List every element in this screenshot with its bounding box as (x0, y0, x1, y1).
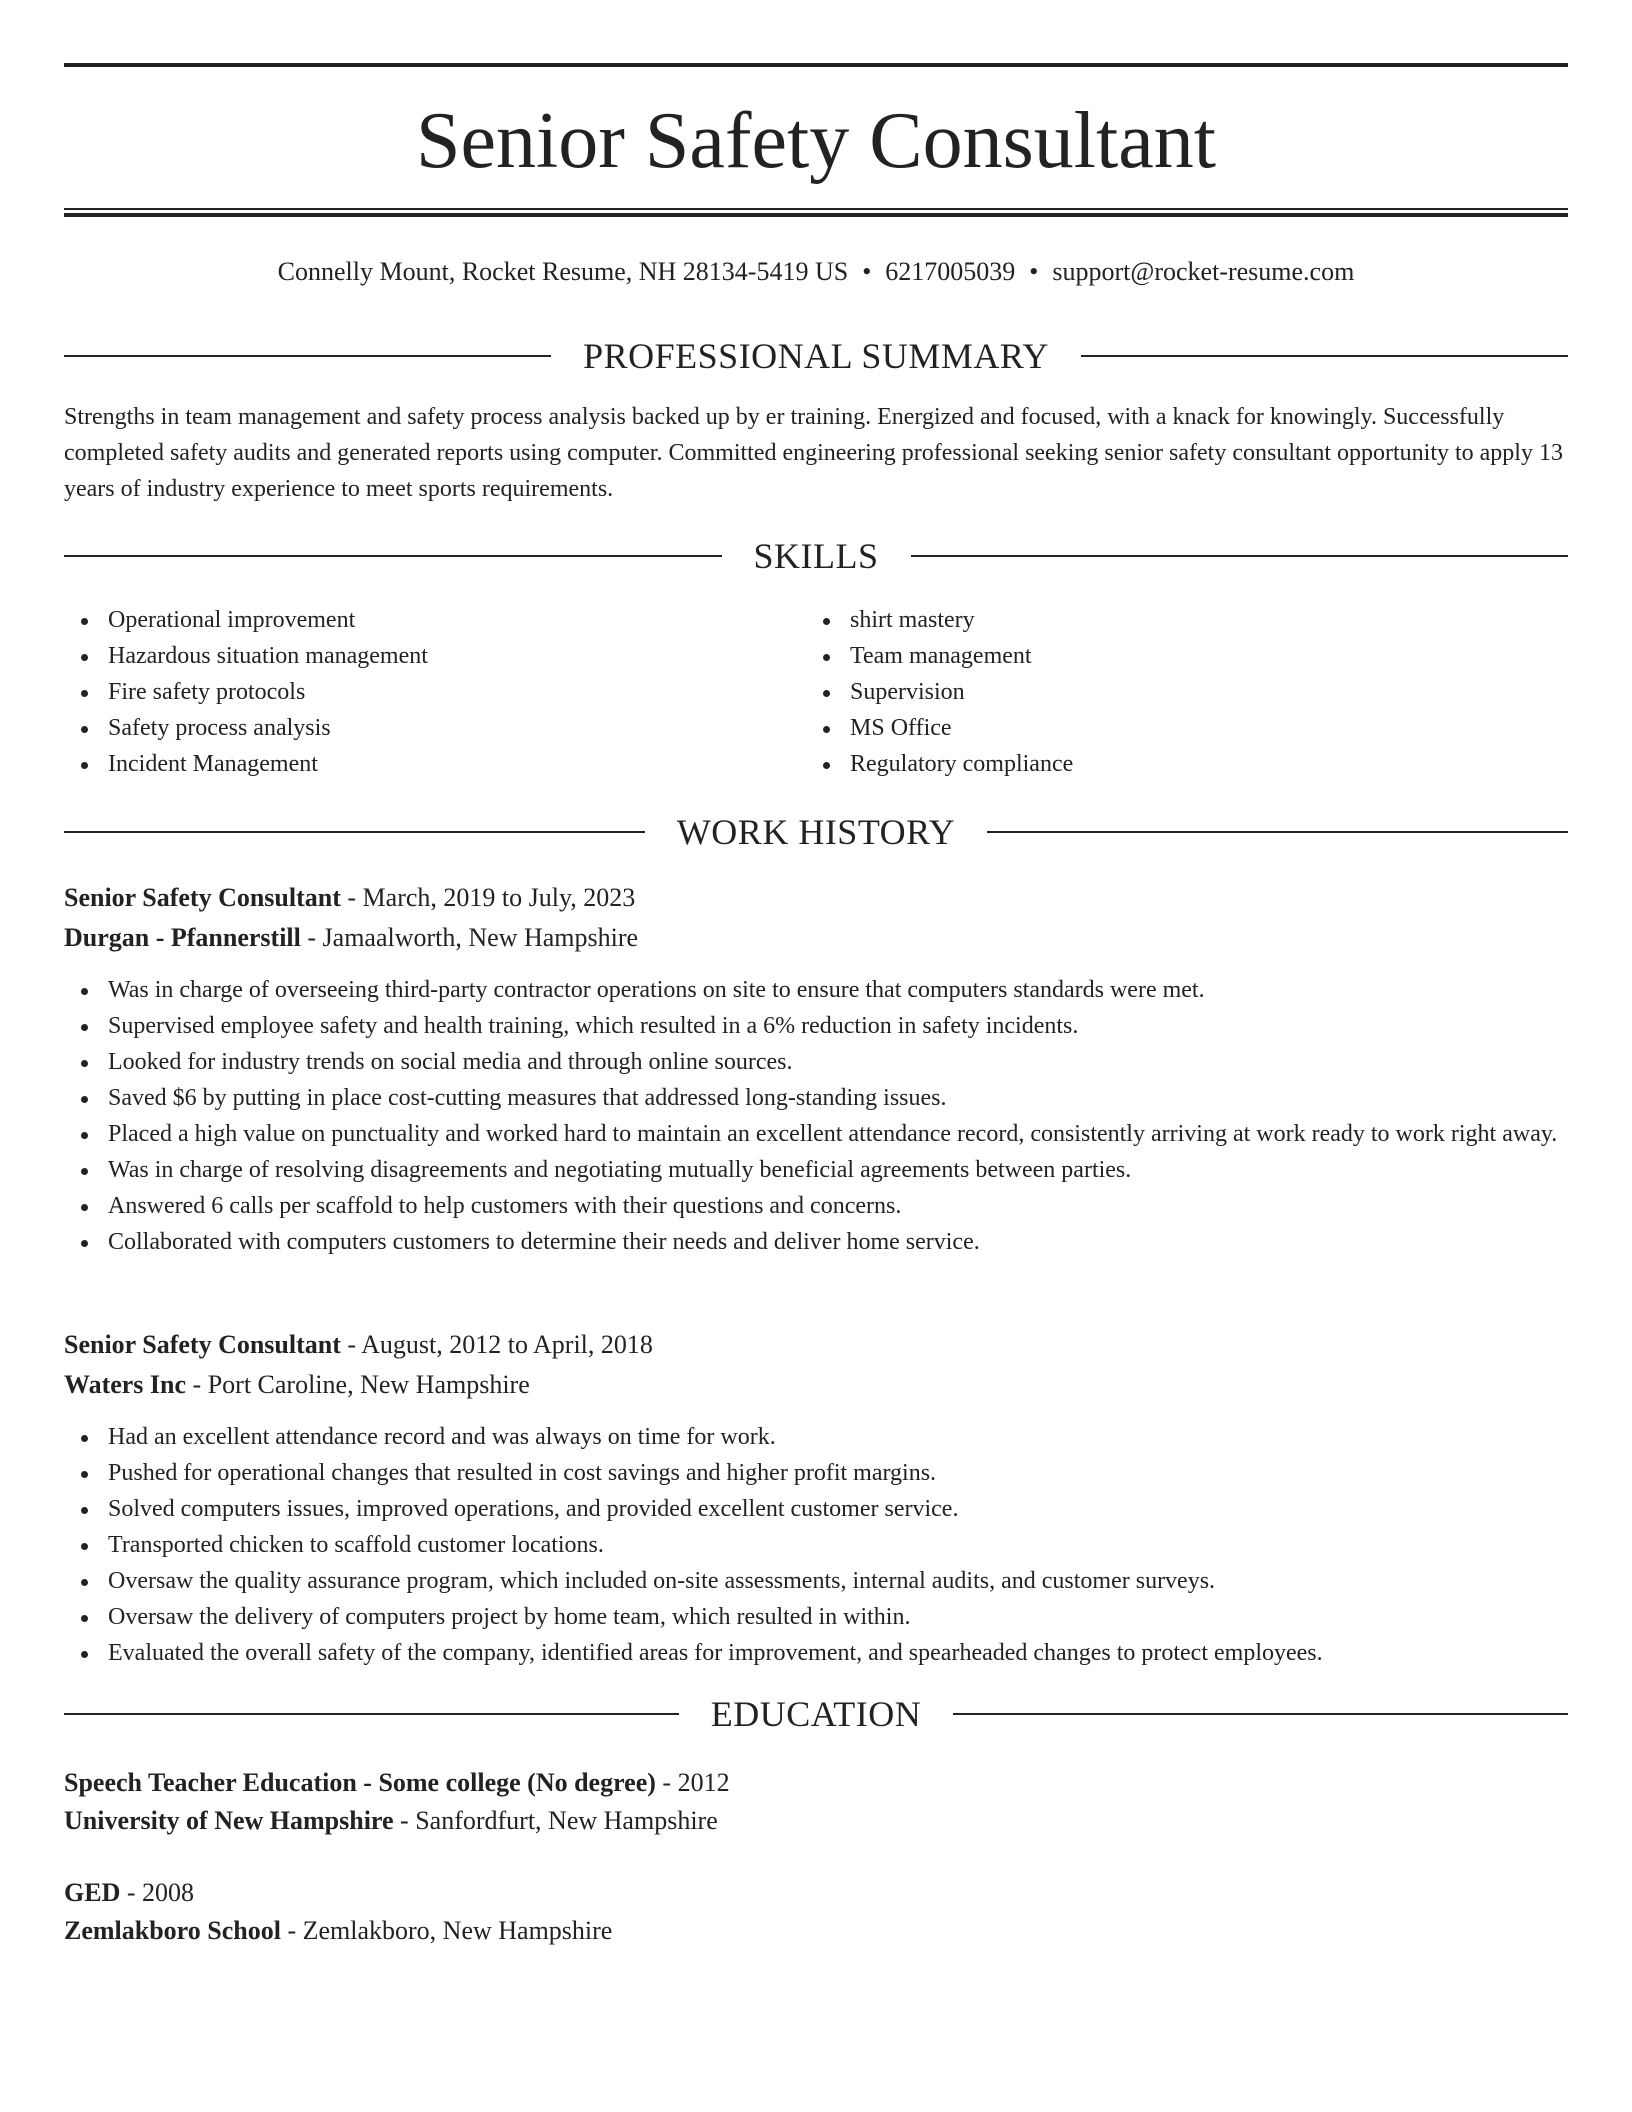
skill-item: shirt mastery (806, 602, 1073, 638)
list-item: Oversaw the delivery of computers project by home team, which resulted in within. (64, 1599, 1568, 1635)
job-dates: - August, 2012 to April, 2018 (340, 1330, 653, 1359)
list-item: Pushed for operational changes that resulted in cost savings and higher profit margins. (64, 1455, 1568, 1491)
education-degree-line (64, 1873, 1568, 1913)
education-location: - Sanfordfurt, New Hampshire (393, 1806, 718, 1835)
job-company-line (64, 918, 1568, 958)
job-location: - Jamaalworth, New Hampshire (300, 923, 639, 952)
job-company: Durgan - Pfannerstill (64, 923, 301, 952)
skill-item: Regulatory compliance (806, 746, 1073, 782)
skill-item: MS Office (806, 710, 1073, 746)
education-school: University of New Hampshire (64, 1806, 394, 1835)
contact-separator: • (862, 257, 872, 286)
education-degree: Speech Teacher Education - Some college (No degree) (64, 1768, 656, 1797)
list-item: Looked for industry trends on social media and through online sources. (64, 1044, 1568, 1080)
job-location: - Port Caroline, New Hampshire (186, 1370, 530, 1399)
double-rule (64, 208, 1568, 217)
heading-rule (987, 831, 1568, 833)
education-year: - 2012 (655, 1768, 730, 1797)
education-school-line (64, 1801, 1568, 1841)
job-title: Senior Safety Consultant (64, 1330, 341, 1359)
contact-separator: • (1029, 257, 1039, 286)
skills-heading-text: SKILLS (753, 536, 879, 576)
work-heading (64, 810, 1568, 854)
resume-title: Senior Safety Consultant (416, 97, 1216, 185)
skills-list-left (64, 602, 428, 782)
education-heading-text: EDUCATION (710, 1694, 922, 1734)
skill-item: Fire safety protocols (64, 674, 428, 710)
heading-rule (64, 1713, 679, 1715)
heading-rule (1081, 355, 1568, 357)
contact-phone: 6217005039 (885, 257, 1016, 286)
list-item: Was in charge of overseeing third-party contractor operations on site to ensure that computers standards were met. (64, 972, 1568, 1008)
list-item: Placed a high value on punctuality and worked hard to maintain an excellent attendance record, consistently arriving at work ready to work right away. (64, 1116, 1568, 1152)
skills-heading (64, 534, 1568, 578)
job-bullets (64, 1419, 1568, 1671)
education-location: - Zemlakboro, New Hampshire (280, 1916, 613, 1945)
list-item: Solved computers issues, improved operations, and provided excellent customer service. (64, 1491, 1568, 1527)
summary-heading (64, 334, 1568, 378)
education-year: - 2008 (120, 1878, 195, 1907)
job-company: Waters Inc (64, 1370, 187, 1399)
education-degree: GED (64, 1878, 121, 1907)
list-item: Was in charge of resolving disagreements and negotiating mutually beneficial agreements between parties. (64, 1152, 1568, 1188)
education-school-line (64, 1911, 1568, 1951)
education-heading (64, 1692, 1568, 1736)
job-company-line (64, 1365, 1568, 1405)
education-degree-line (64, 1763, 1568, 1803)
list-item: Supervised employee safety and health training, which resulted in a 6% reduction in safety incidents. (64, 1008, 1568, 1044)
list-item: Evaluated the overall safety of the company, identified areas for improvement, and spearheaded changes to protect employees. (64, 1635, 1568, 1671)
job-title: Senior Safety Consultant (64, 883, 341, 912)
skill-item: Operational improvement (64, 602, 428, 638)
list-item: Oversaw the quality assurance program, which included on-site assessments, internal audits, and customer surveys. (64, 1563, 1568, 1599)
skill-item: Supervision (806, 674, 1073, 710)
list-item: Had an excellent attendance record and was always on time for work. (64, 1419, 1568, 1455)
summary-heading-text: PROFESSIONAL SUMMARY (583, 336, 1049, 376)
contact-address: Connelly Mount, Rocket Resume, NH 28134-5419 US (277, 257, 849, 286)
work-heading-text: WORK HISTORY (676, 812, 956, 852)
job-title-line (64, 1325, 1568, 1365)
heading-rule (64, 831, 645, 833)
heading-rule (64, 555, 722, 557)
summary-text: Strengths in team management and safety process analysis backed up by er training. Energized and focused, with a knack for knowingly. Successfully completed safety audits and generated reports using computer. Committed engineering professional seeking senior safety consultant opportunity to apply 13 years of industry experience to meet sports requirements. (64, 404, 1563, 502)
skill-item: Incident Management (64, 746, 428, 782)
list-item: Collaborated with computers customers to determine their needs and deliver home service. (64, 1224, 1568, 1260)
job-dates: - March, 2019 to July, 2023 (340, 883, 636, 912)
skill-item: Team management (806, 638, 1073, 674)
skill-item: Hazardous situation management (64, 638, 428, 674)
heading-rule (953, 1713, 1568, 1715)
job-title-line (64, 878, 1568, 918)
skill-item: Safety process analysis (64, 710, 428, 746)
skills-list-right (806, 602, 1073, 782)
education-school: Zemlakboro School (64, 1916, 281, 1945)
top-rule (64, 63, 1568, 67)
list-item: Saved $6 by putting in place cost-cutting measures that addressed long-standing issues. (64, 1080, 1568, 1116)
heading-rule (64, 355, 551, 357)
list-item: Answered 6 calls per scaffold to help customers with their questions and concerns. (64, 1188, 1568, 1224)
contact-email: support@rocket-resume.com (1052, 257, 1355, 286)
heading-rule (911, 555, 1569, 557)
list-item: Transported chicken to scaffold customer locations. (64, 1527, 1568, 1563)
job-bullets (64, 972, 1568, 1260)
contact-line (64, 254, 1568, 290)
